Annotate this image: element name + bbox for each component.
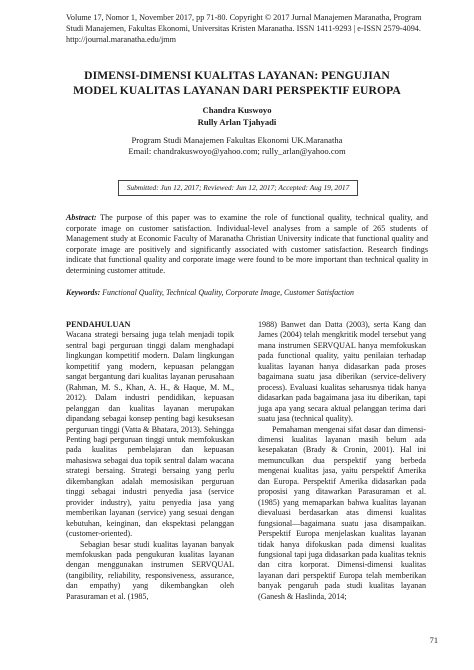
left-column	[66, 320, 234, 602]
page-number: 71	[429, 636, 438, 645]
keywords-label: Keywords:	[66, 288, 101, 297]
right-column	[258, 320, 426, 602]
abstract	[66, 213, 428, 277]
affiliation	[0, 135, 474, 157]
body-paragraph: Pemahaman mengenai sifat dasar dan dimensi-dimensi kualitas layanan masih belum ada kesepakatan (Brady & Cronin, 2001). Hal ini memunculkan dua perspektif yang berbeda mengenai kualitas jasa, yaitu perspektif Amerika dan Europa. Perspektif Amerika didasarkan pada proposisi yang ditawarkan Parasuraman et al. (1985) yang memaparkan bahwa kualitas layanan dievaluasi berdasarkan atas dimensi kualitas fungsional—bagaimana suatu jasa disampaikan. Perspektif Europa menjelaskan kualitas layanan tidak hanya difokuskan pada dimensi kualitas fungsional tapi juga didasarkan pada kualitas teknis dan citra korporat. Dimensi-dimensi kualitas layanan dari perspektif Europa telah memberikan banyak pengaruh pada studi kualitas layanan (Ganesh & Haslinda, 2014;	[258, 424, 426, 601]
abstract-label: Abstract:	[66, 213, 97, 222]
title-line: MODEL KUALITAS LAYANAN DARI PERSPEKTIF EUROPA	[73, 84, 401, 97]
author-name: Chandra Kuswoyo	[202, 105, 272, 115]
body-paragraph: Wacana strategi bersaing juga telah menjadi topik sentral bagi perguruan tinggi dalam menghadapi lingkungan kompetitif modern. Dalam lingkungan kompetitif yang modern, kepuasan pelanggan sangat bergantung dari kualitas layanan perusahaan (Rahman, M. S., Khan, A. H., & Haque, M. M., 2012). Dalam industri pendidikan, kepuasan pelanggan dan kualitas layanan merupakan dipandang sebagai konsep penting bagi kesuksesan perguruan tinggi (Vatta & Bhatara, 2013). Sehingga Penting bagi perguruan tinggi untuk memfokuskan pada kualitas pembelajaran dan kepuasan mahasiswa sebagai dua topik sentral dalam wacana strategi bersaing. Strategi bersaing yang perlu dikembangkan adalah memosisikan perguruan tinggi sebagai industri penyedia jasa (service provider industry), yaitu penyedia jasa yang memberikan layanan (service) yang sesuai dengan kebutuhan, keinginan, dan ekspektasi pelanggan (customer-oriented).	[66, 330, 234, 539]
author-name: Rully Arlan Tjahyadi	[197, 116, 277, 127]
abstract-text: The purpose of this paper was to examine the role of functional quality, technical quality, and corporate image on customer satisfaction. Individual-level analyses from a sample of 265 students of Management study at Economic Faculty of Maranatha Christian University indicate that functional quality and corporate image are positively and significantly associated with customer satisfaction. Research findings indicate that functional quality and corporate image were found to be more important than technical quality in determining customer attitude.	[66, 213, 428, 275]
submission-dates-box: Submitted: Jun 12, 2017; Reviewed: Jun 12, 2017; Accepted: Aug 19, 2017	[118, 180, 358, 196]
header-url: http://journal.maranatha.edu/jmm	[66, 35, 177, 44]
header-line: Volume 17, Nomor 1, November 2017, pp 71-80. Copyright © 2017 Jurnal Manajemen Maranatha, Program	[66, 13, 422, 22]
keywords	[66, 288, 428, 299]
author-list	[0, 105, 474, 128]
body-paragraph: Sebagian besar studi kualitas layanan banyak memfokuskan pada pengukuran kualitas layanan dengan menggunakan instrumen SERVQUAL (tangibility, reliability, responsiveness, assurance, dan empathy) yang dikembangkan oleh Parasuraman et al. (1985,	[66, 539, 234, 601]
paper-title	[40, 68, 434, 98]
journal-header	[66, 12, 426, 45]
header-line: Studi Manajemen, Fakultas Ekonomi, Universitas Kristen Maranatha. ISSN 1411-9293 | e-ISSN 2579-4094.	[66, 24, 421, 33]
email-line: Email: chandrakuswoyo@yahoo.com; rully_arlan@yahoo.com	[128, 146, 346, 156]
section-heading: PENDAHULUAN	[66, 320, 131, 329]
affiliation-line: Program Studi Manajemen Fakultas Ekonomi UK.Maranatha	[131, 135, 343, 145]
keywords-text: Functional Quality, Technical Quality, Corporate Image, Customer Satisfaction	[102, 288, 354, 297]
body-paragraph: 1988) Banwet dan Datta (2003), serta Kang dan James (2004) telah mengkritik model tersebut yang mana instrumen SERVQUAL hanya memfokuskan pada functional quality, yaitu penilaian terhadap kualitas layanan hanya didasarkan pada proses bagaimana suatu jasa diberikan (service-delivery process). Evaluasi kualitas seharusnya tidak hanya didasarkan pada bagaimana jasa itu diberikan, tapi juga apa yang secara aktual pelanggan terima dari suatu jasa (technical quality).	[258, 320, 426, 424]
title-line: DIMENSI-DIMENSI KUALITAS LAYANAN: PENGUJIAN	[84, 69, 390, 82]
